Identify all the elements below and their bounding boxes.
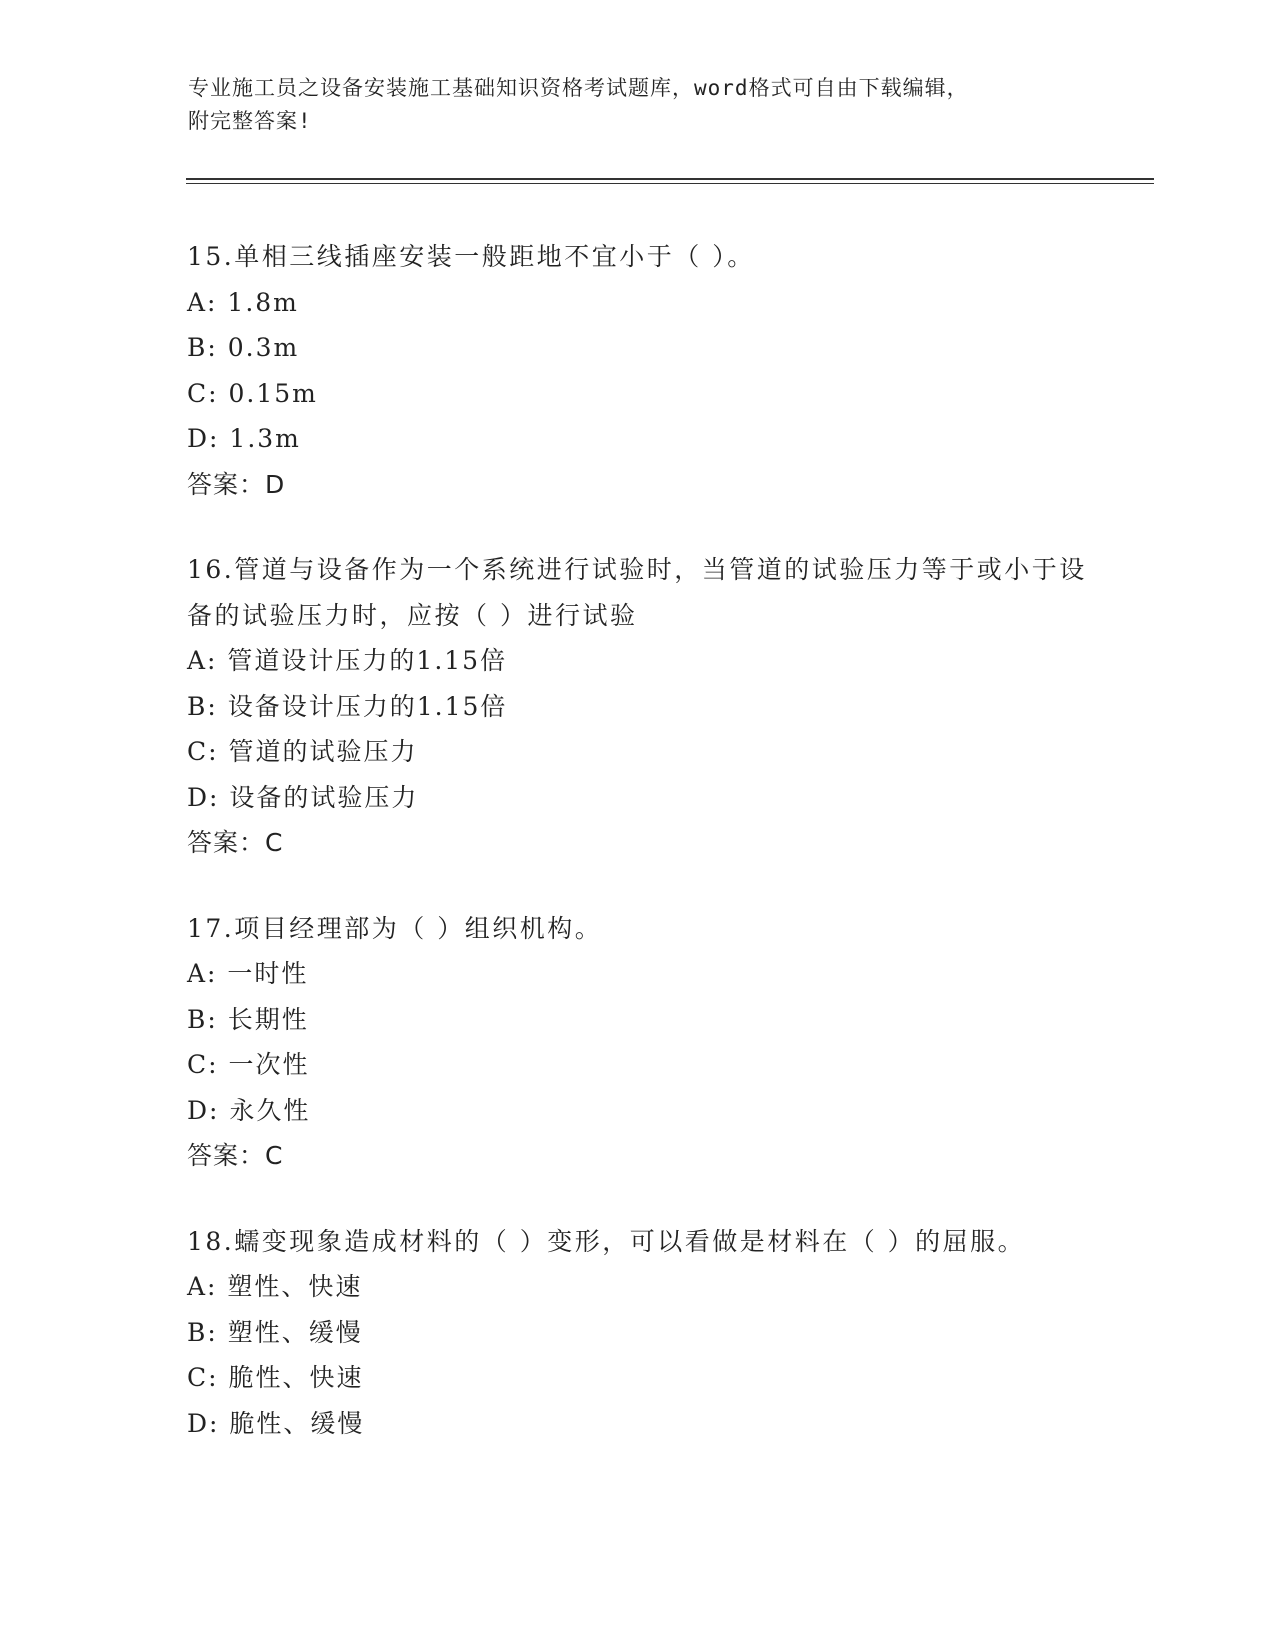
option-d: D: 脆性、缓慢	[187, 1408, 365, 1438]
question-text: 15.单相三线插座安装一般距地不宜小于（ ）。	[187, 242, 755, 271]
option-b: B: 塑性、缓慢	[187, 1317, 363, 1347]
option-a: A: 塑性、快速	[187, 1272, 363, 1301]
question-15	[187, 234, 1107, 507]
option-c: C: 管道的试验压力	[187, 737, 418, 766]
header-line-2: 附完整答案!	[188, 109, 312, 133]
question-text: 16.管道与设备作为一个系统进行试验时，当管道的试验压力等于或小于设备的试验压力时，应按（ ）进行试验	[187, 555, 1087, 630]
option-a: A: 管道设计压力的1.15倍	[187, 646, 508, 675]
header-line-1: 专业施工员之设备安装施工基础知识资格考试题库，word格式可自由下载编辑，	[188, 76, 969, 100]
answer: 答案：C	[187, 1141, 284, 1170]
question-list	[187, 234, 1107, 1486]
option-b: B: 设备设计压力的1.15倍	[187, 691, 508, 721]
question-16	[187, 547, 1107, 866]
option-c: C: 脆性、快速	[187, 1363, 364, 1392]
question-18	[187, 1219, 1107, 1447]
document-header	[188, 72, 1068, 138]
answer: 答案：C	[187, 828, 284, 857]
option-d: D: 设备的试验压力	[187, 782, 419, 812]
option-c: C: 0.15m	[187, 378, 318, 408]
header-divider-thick	[186, 178, 1154, 180]
answer: 答案：D	[187, 469, 286, 499]
option-d: D: 永久性	[187, 1095, 311, 1125]
option-b: B: 0.3m	[187, 333, 300, 362]
header-divider-thin	[186, 183, 1154, 184]
question-text: 17.项目经理部为（ ）组织机构。	[187, 913, 603, 943]
question-17	[187, 906, 1107, 1179]
option-a: A: 一时性	[187, 959, 309, 988]
option-b: B: 长期性	[187, 1004, 309, 1034]
option-d: D: 1.3m	[187, 424, 301, 453]
question-text: 18.蠕变现象造成材料的（ ）变形，可以看做是材料在（ ）的屈服。	[187, 1226, 1026, 1256]
option-c: C: 一次性	[187, 1050, 310, 1079]
option-a: A: 1.8m	[187, 287, 299, 317]
